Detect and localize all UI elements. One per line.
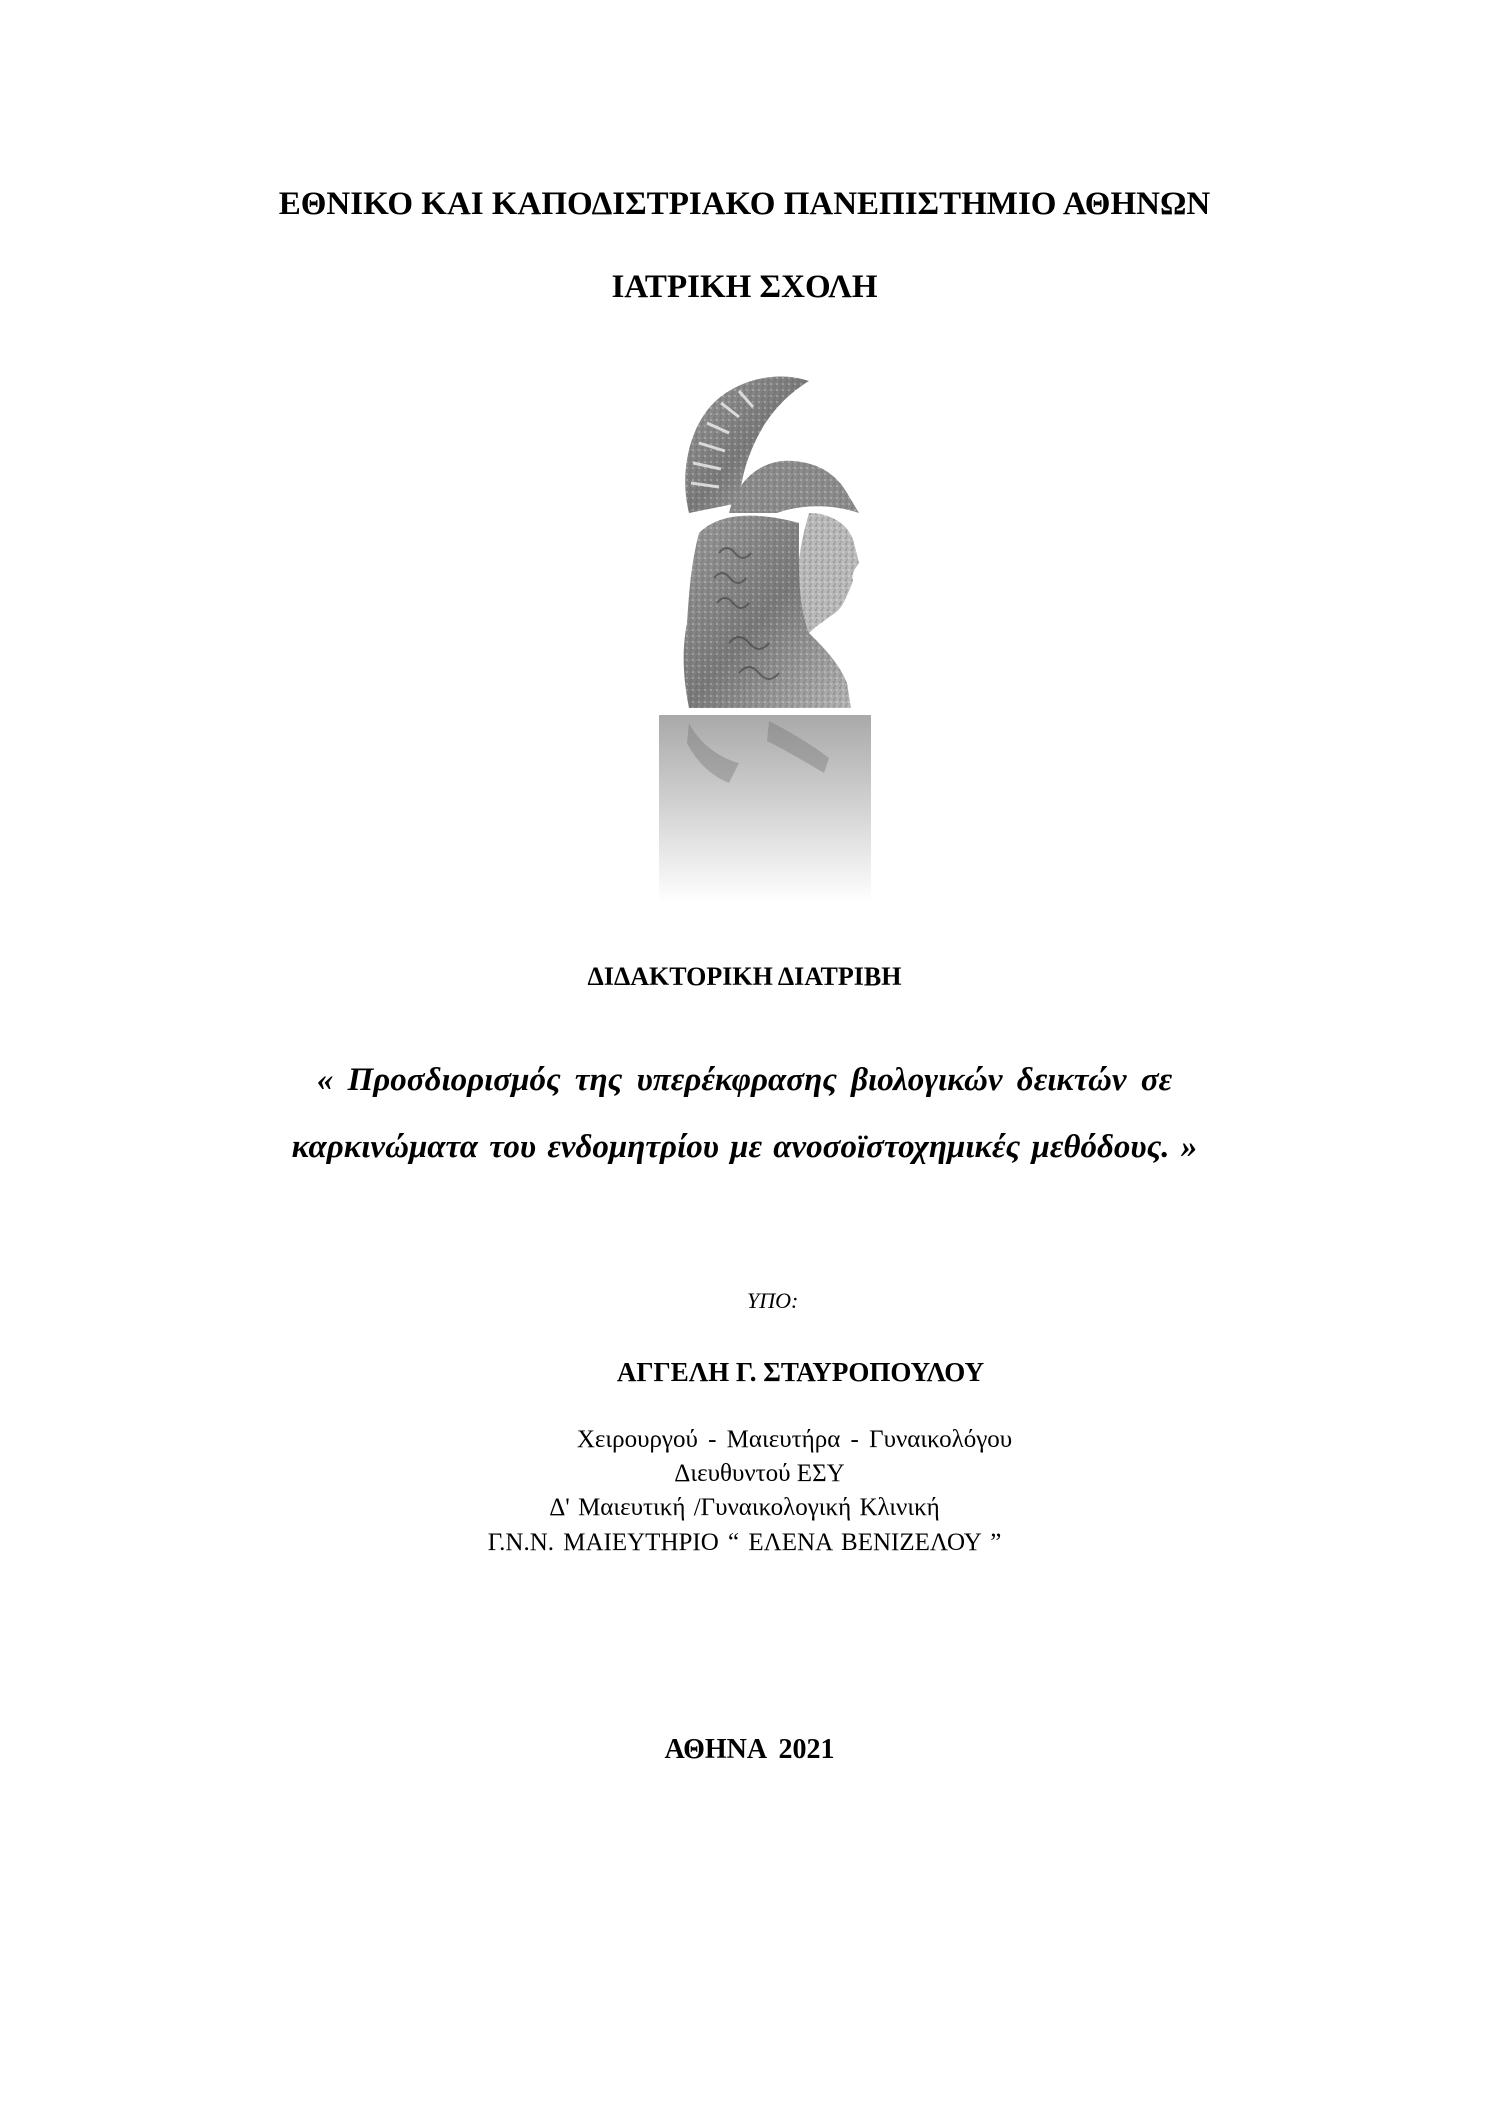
- thesis-title-line-2: καρκινώματα του ενδομητρίου με ανοσοϊστοχημικές μεθόδους. »: [291, 1129, 1198, 1165]
- thesis-title-line-1: « Προσδιορισμός της υπερέκφρασης βιολογικών δεικτών σε: [316, 1062, 1173, 1098]
- author-name: ΑΓΓΕΛΗ Γ. ΣΤΑΥΡΟΠΟΥΛΟΥ: [616, 1357, 985, 1387]
- athena-head-emblem-icon: [659, 363, 871, 903]
- by-label: ΥΠΟ:: [747, 1288, 799, 1313]
- city-year: ΑΘΗΝΑ 2021: [664, 1734, 835, 1765]
- thesis-type: ΔΙΔΑΚΤΟΡΙΚΗ ΔΙΑΤΡΙΒΗ: [587, 962, 902, 991]
- school-name: ΙΑΤΡΙΚΗ ΣΧΟΛΗ: [611, 269, 878, 305]
- university-name: ΕΘΝΙΚΟ ΚΑΙ ΚΑΠΟΔΙΣΤΡΙΑΚΟ ΠΑΝΕΠΙΣΤΗΜΙΟ ΑΘΗΝΩΝ: [278, 186, 1211, 222]
- author-affiliation-line: Δ' Μαιευτική /Γυναικολογική Κλινική: [549, 1494, 940, 1521]
- author-affiliation-line: Διευθυντού ΕΣΥ: [674, 1460, 845, 1487]
- author-affiliation-line: Γ.Ν.Ν. ΜΑΙΕΥΤΗΡΙΟ “ ΕΛΕΝΑ ΒΕΝΙΖΕΛΟΥ ”: [487, 1529, 1002, 1556]
- author-affiliation-line: Χειρουργού - Μαιευτήρα - Γυναικολόγου: [576, 1426, 1013, 1453]
